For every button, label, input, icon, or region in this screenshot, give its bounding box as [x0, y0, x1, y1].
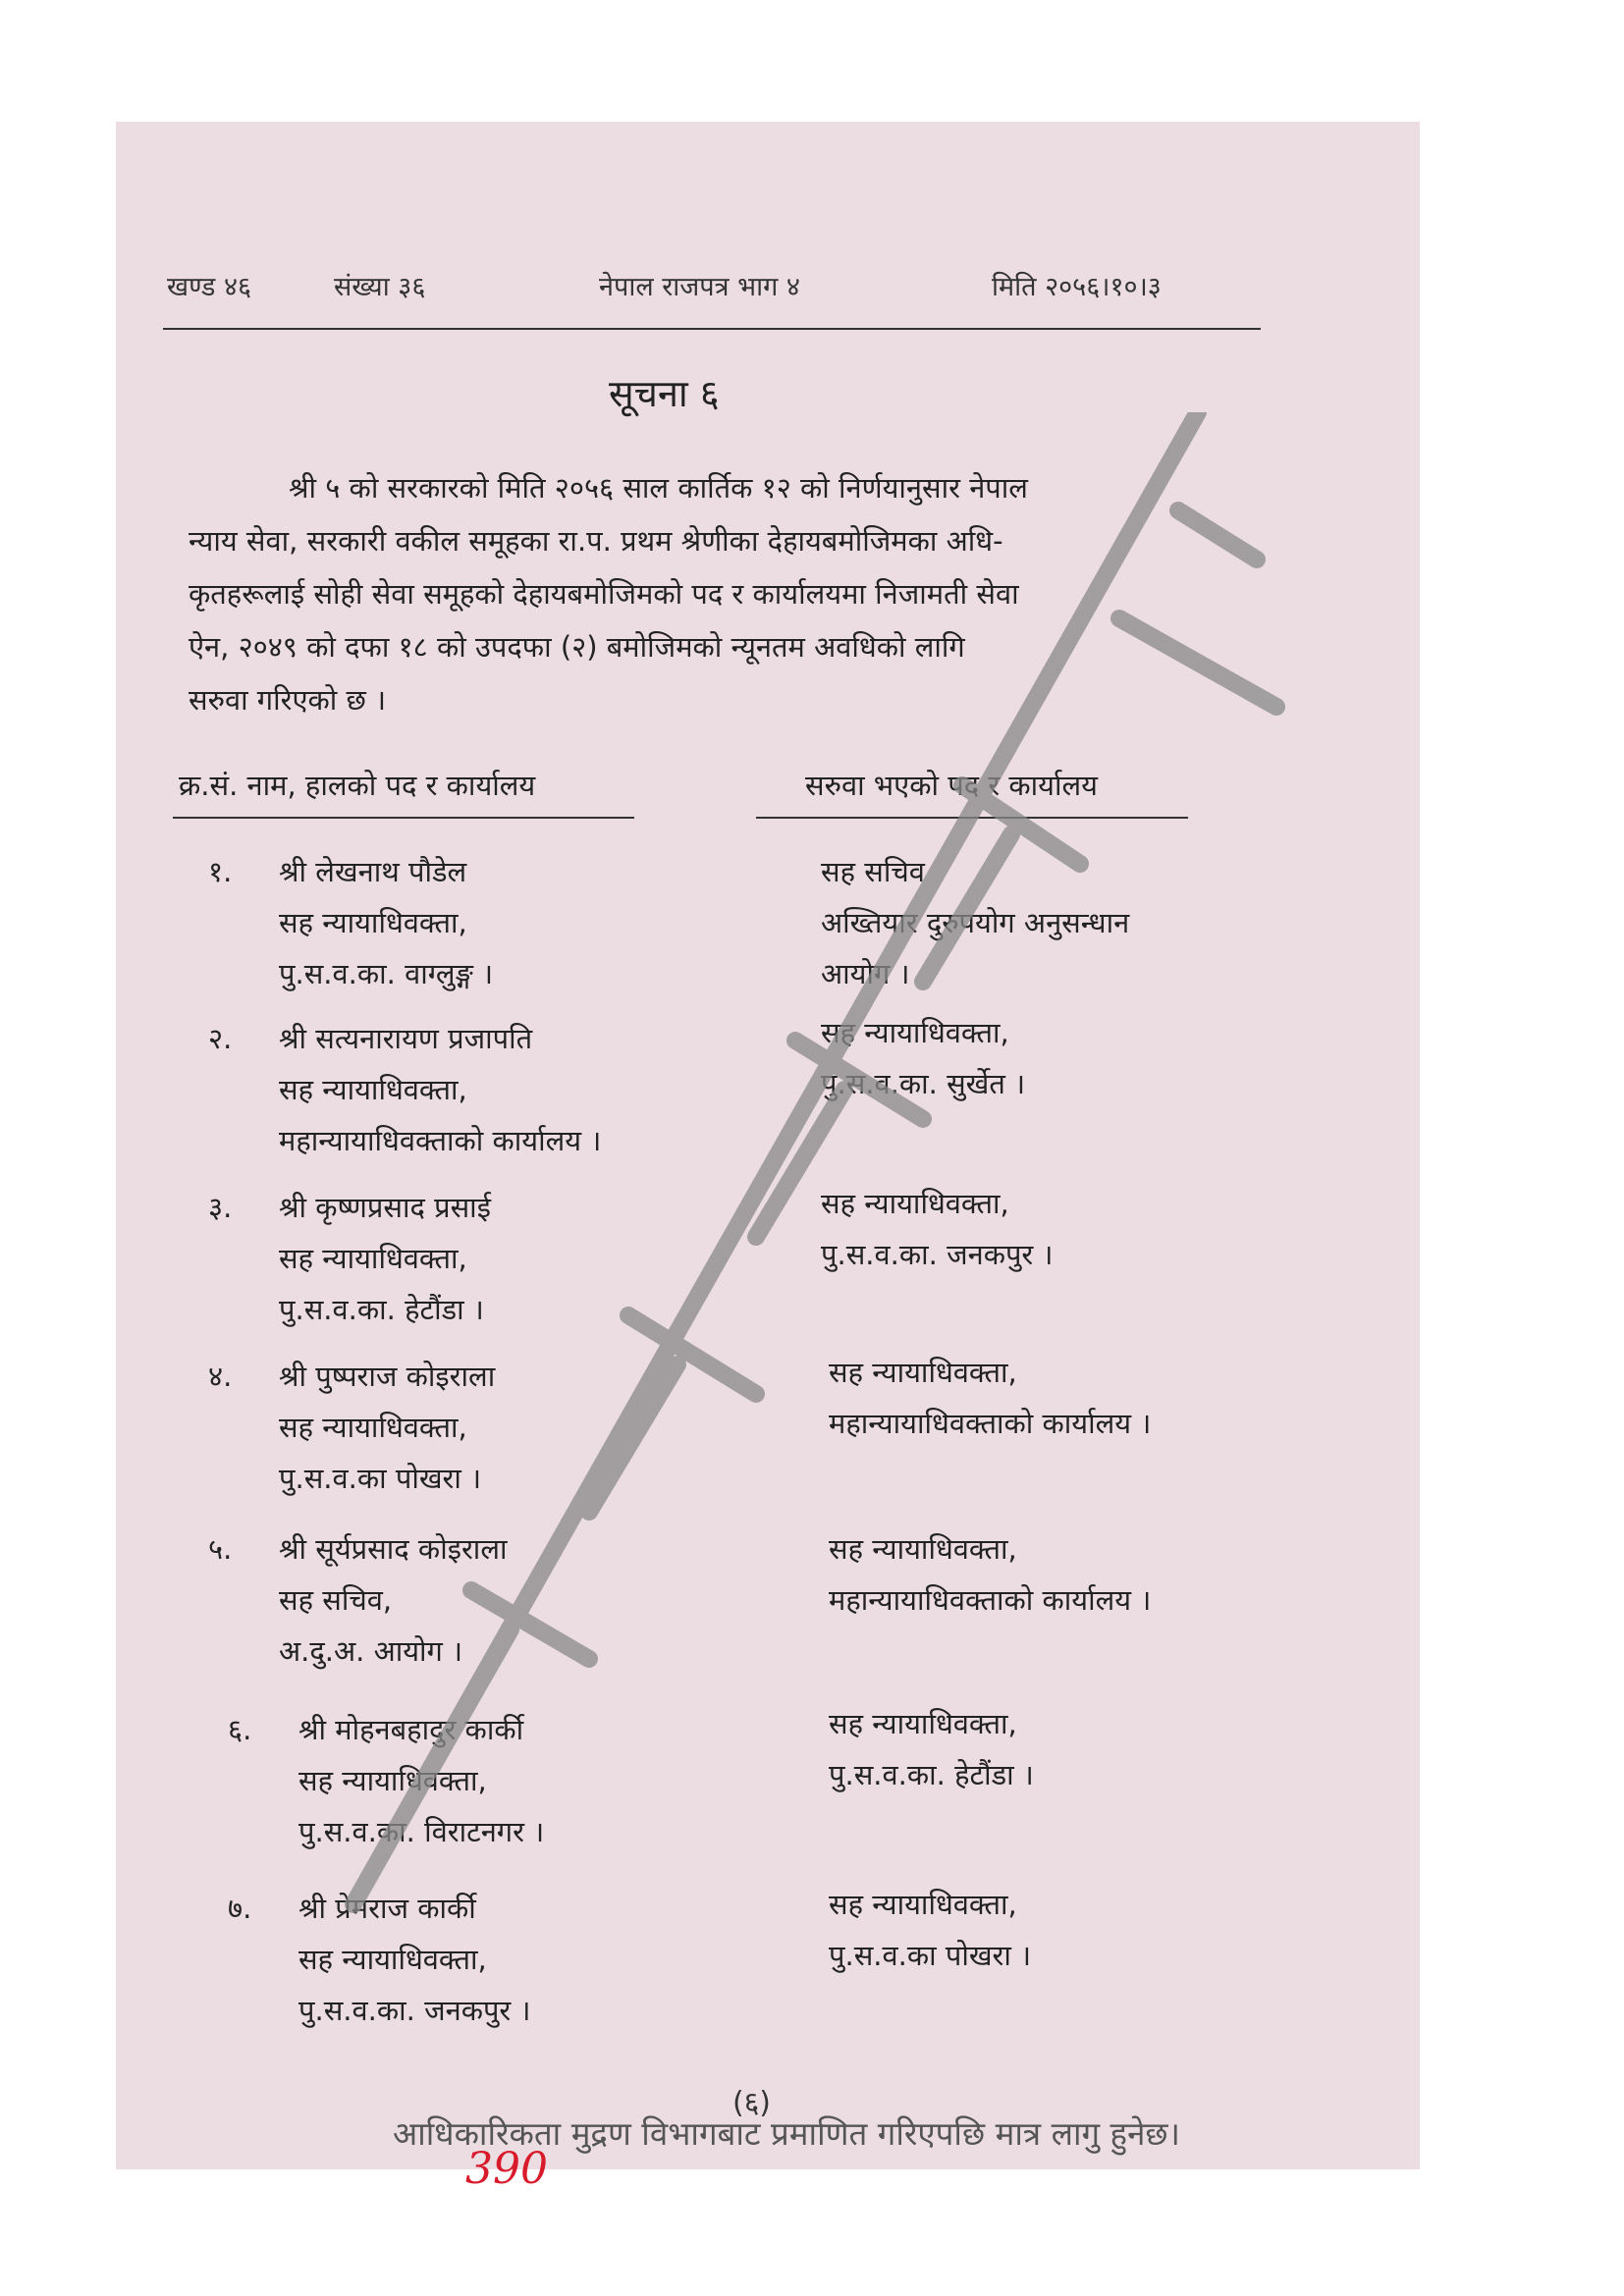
entry-office: पु.स.व.का. वाग्लुङ्ग ।	[279, 957, 494, 990]
entry-office: अ.दु.अ. आयोग ।	[279, 1634, 463, 1668]
entry-post: सह न्यायाधिवक्ता,	[298, 1943, 487, 1976]
transfer-line: आयोग ।	[821, 957, 910, 990]
entry-name: श्री प्रेमराज कार्की	[298, 1892, 476, 1925]
entry-current-6	[228, 1704, 544, 1857]
header-gazette: नेपाल राजपत्र भाग ४	[599, 272, 800, 302]
entry-number: ३.	[208, 1191, 233, 1224]
transfer-line: सह न्यायाधिवक्ता,	[829, 1707, 1017, 1740]
notice-paragraph	[189, 461, 1269, 726]
entry-post: सह न्यायाधिवक्ता,	[279, 1242, 467, 1275]
entry-name: श्री कृष्णप्रसाद प्रसाई	[279, 1191, 491, 1224]
transfer-line: सह सचिव	[821, 855, 925, 888]
column-underline	[173, 817, 634, 819]
entry-post: सह न्यायाधिवक्ता,	[298, 1764, 487, 1797]
entry-number: १.	[208, 855, 233, 888]
entry-number: २.	[208, 1022, 233, 1055]
transfer-line: महान्यायाधिवक्ताको कार्यालय ।	[829, 1407, 1152, 1440]
transfer-line: सह न्यायाधिवक्ता,	[829, 1356, 1017, 1389]
column-heading-transfer: सरुवा भएको पद र कार्यालय	[805, 769, 1098, 802]
entry-transfer-1	[821, 846, 1129, 999]
entry-name: श्री पुष्पराज कोइराला	[279, 1360, 496, 1393]
transfer-line: सह न्यायाधिवक्ता,	[821, 1187, 1009, 1220]
entry-post: सह न्यायाधिवक्ता,	[279, 1073, 467, 1106]
transfer-line: सह न्यायाधिवक्ता,	[821, 1016, 1009, 1049]
entry-office: पु.स.व.का पोखरा ।	[279, 1462, 482, 1495]
entry-name: श्री मोहनबहादुर कार्की	[298, 1713, 524, 1746]
entry-transfer-3	[821, 1178, 1054, 1280]
entry-post: सह न्यायाधिवक्ता,	[279, 1411, 467, 1444]
entry-office: पु.स.व.का. विराटनगर ।	[298, 1815, 545, 1848]
transfer-line: पु.स.व.का. हेटौंडा ।	[829, 1758, 1034, 1791]
entry-current-5	[208, 1523, 508, 1677]
paragraph-line: श्री ५ को सरकारको मिति २०५६ साल कार्तिक १२ को निर्णयानुसार नेपाल	[289, 471, 1028, 505]
paragraph-line: न्याय सेवा, सरकारी वकील समूहका रा.प. प्रथम श्रेणीका देहायबमोजिमका अधि-	[189, 524, 1003, 558]
header-number: संख्या ३६	[334, 272, 426, 302]
entry-number: ६.	[228, 1713, 252, 1746]
column-heading-current: क्र.सं. नाम, हालको पद र कार्यालय	[179, 769, 536, 802]
entry-transfer-5	[829, 1523, 1151, 1626]
entry-number: ७.	[228, 1892, 252, 1925]
transfer-line: अख्तियार दुरुपयोग अनुसन्धान	[821, 906, 1130, 939]
entry-office: पु.स.व.का. हेटौंडा ।	[279, 1293, 484, 1326]
handwritten-page-number: 390	[465, 2144, 548, 2194]
entry-name: श्री लेखनाथ पौडेल	[279, 855, 467, 888]
header-part: खण्ड ४६	[167, 272, 252, 302]
column-underline	[756, 817, 1188, 819]
paragraph-line: सरुवा गरिएको छ ।	[189, 683, 387, 717]
transfer-line: सह न्यायाधिवक्ता,	[829, 1532, 1017, 1566]
transfer-line: महान्यायाधिवक्ताको कार्यालय ।	[829, 1583, 1152, 1617]
entry-number: ४.	[208, 1360, 233, 1393]
entry-post: सह सचिव,	[279, 1583, 393, 1617]
entry-office: पु.स.व.का. जनकपुर ।	[298, 1994, 531, 2027]
authenticity-footer: आधिकारिकता मुद्रण विभागबाट प्रमाणित गरिएपछि मात्र लागु हुनेछ।	[393, 2114, 1181, 2153]
header-rule	[163, 328, 1261, 330]
header-date: मिति २०५६।१०।३	[992, 272, 1162, 302]
transfer-line: सह न्यायाधिवक्ता,	[829, 1888, 1017, 1921]
entry-current-3	[208, 1182, 491, 1335]
entry-post: सह न्यायाधिवक्ता,	[279, 906, 467, 939]
entry-office: महान्यायाधिवक्ताको कार्यालय ।	[279, 1124, 602, 1157]
transfer-line: पु.स.व.का. सुर्खेत ।	[821, 1067, 1026, 1100]
gazette-header	[167, 267, 1274, 306]
entry-current-2	[208, 1013, 601, 1166]
notice-title: सूचना ६	[609, 372, 720, 415]
transfer-line: पु.स.व.का पोखरा ।	[829, 1939, 1032, 1972]
entry-transfer-6	[829, 1698, 1034, 1800]
transfer-line: पु.स.व.का. जनकपुर ।	[821, 1238, 1054, 1271]
page-number: (६)	[732, 2086, 772, 2120]
paragraph-line: ऐन, २०४९ को दफा १८ को उपदफा (२) बमोजिमको न्यूनतम अवधिको लागि	[189, 630, 965, 664]
entry-name: श्री सत्यनारायण प्रजापति	[279, 1022, 533, 1055]
entry-transfer-7	[829, 1879, 1031, 1981]
entry-current-7	[228, 1883, 531, 2036]
entry-transfer-4	[829, 1347, 1151, 1449]
entry-number: ५.	[208, 1532, 233, 1566]
entry-transfer-2	[821, 1007, 1025, 1109]
entry-current-1	[208, 846, 493, 999]
entry-current-4	[208, 1351, 495, 1504]
paragraph-line: कृतहरूलाई सोही सेवा समूहको देहायबमोजिमको पद र कार्यालयमा निजामती सेवा	[189, 577, 1019, 611]
entry-name: श्री सूर्यप्रसाद कोइराला	[279, 1532, 508, 1566]
